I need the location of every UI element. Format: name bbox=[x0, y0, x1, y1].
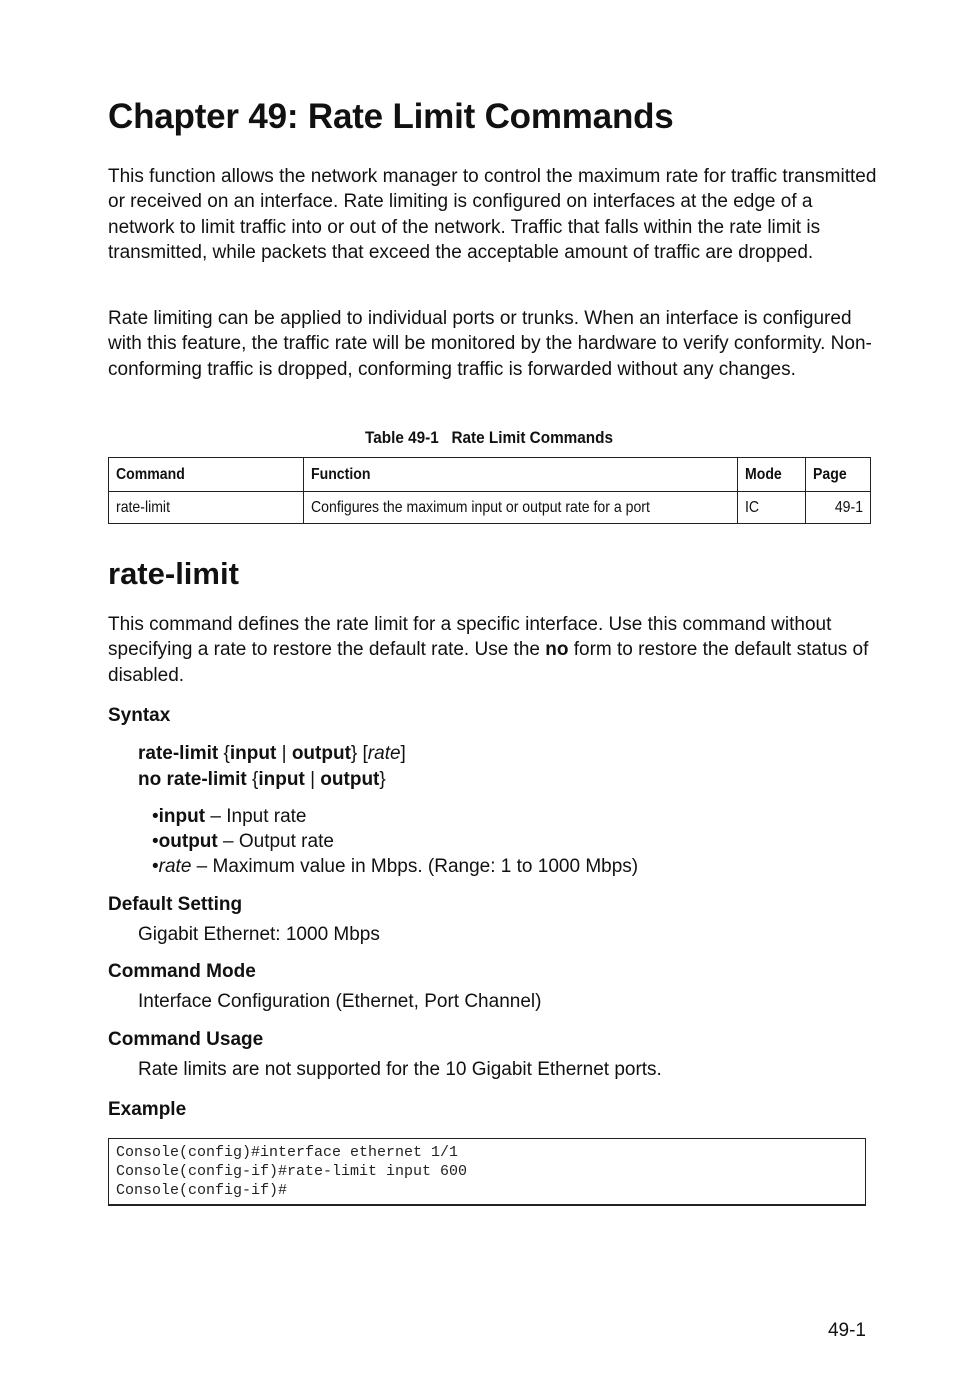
syntax-heading: Syntax bbox=[108, 705, 171, 726]
param-rate: •rate – Maximum value in Mbps. (Range: 1 to 1000 Mbps) bbox=[152, 856, 639, 877]
rate-limit-commands-table bbox=[108, 457, 871, 524]
section-description: This command defines the rate limit for a specific interface. Use this command without specifying a rate to restore the default rate. Use the no form to restore the default status of disabled. bbox=[108, 614, 869, 686]
code-line: Console(config-if)#rate-limit input 600 bbox=[116, 1163, 468, 1180]
cell-function: Configures the maximum input or output rate for a port bbox=[304, 492, 738, 524]
code-line: Console(config-if)# bbox=[116, 1182, 288, 1199]
syntax-line-1: rate-limit {input | output} [rate] bbox=[138, 743, 406, 764]
command-mode-heading: Command Mode bbox=[108, 961, 256, 982]
intro-paragraph-1: This function allows the network manager to control the maximum rate for traffic transmitted or received on an interface. Rate limiting is configured on interfaces at the edge of a network to limit traffic into or out of the network. Traffic that falls within the rate limit is transmitted, while packets that exceed the acceptable amount of traffic are dropped. bbox=[108, 166, 877, 263]
cell-page: 49-1 bbox=[806, 492, 871, 524]
section-title: rate-limit bbox=[108, 556, 239, 591]
table-row bbox=[109, 492, 871, 524]
default-setting-text: Gigabit Ethernet: 1000 Mbps bbox=[138, 924, 380, 945]
table-header-row bbox=[109, 458, 871, 492]
default-setting-heading: Default Setting bbox=[108, 894, 243, 915]
intro-paragraph-2: Rate limiting can be applied to individual ports or trunks. When an interface is configured with this feature, the traffic rate will be monitored by the hardware to verify conformity. Non-conforming traffic is dropped, conforming traffic is forwarded without any changes. bbox=[108, 308, 872, 380]
syntax-line-2: no rate-limit {input | output} bbox=[138, 769, 386, 790]
no-keyword: no bbox=[545, 639, 569, 661]
table-caption: Table 49-1 Rate Limit Commands bbox=[365, 428, 613, 447]
param-input: •input – Input rate bbox=[152, 806, 307, 827]
column-header-page: Page bbox=[806, 458, 871, 492]
column-header-function: Function bbox=[304, 458, 738, 492]
page-number: 49-1 bbox=[827, 1320, 866, 1341]
command-mode-text: Interface Configuration (Ethernet, Port Channel) bbox=[138, 991, 542, 1012]
cell-mode: IC bbox=[738, 492, 806, 524]
cell-command: rate-limit bbox=[109, 492, 304, 524]
command-usage-text: Rate limits are not supported for the 10 Gigabit Ethernet ports. bbox=[138, 1059, 662, 1080]
column-header-command: Command bbox=[109, 458, 304, 492]
example-heading: Example bbox=[108, 1099, 187, 1120]
command-usage-heading: Command Usage bbox=[108, 1029, 264, 1050]
param-output: •output – Output rate bbox=[152, 831, 334, 852]
code-line: Console(config)#interface ethernet 1/1 bbox=[116, 1144, 459, 1161]
example-code-block bbox=[108, 1138, 866, 1206]
chapter-title: Chapter 49: Rate Limit Commands bbox=[108, 97, 674, 136]
column-header-mode: Mode bbox=[738, 458, 806, 492]
